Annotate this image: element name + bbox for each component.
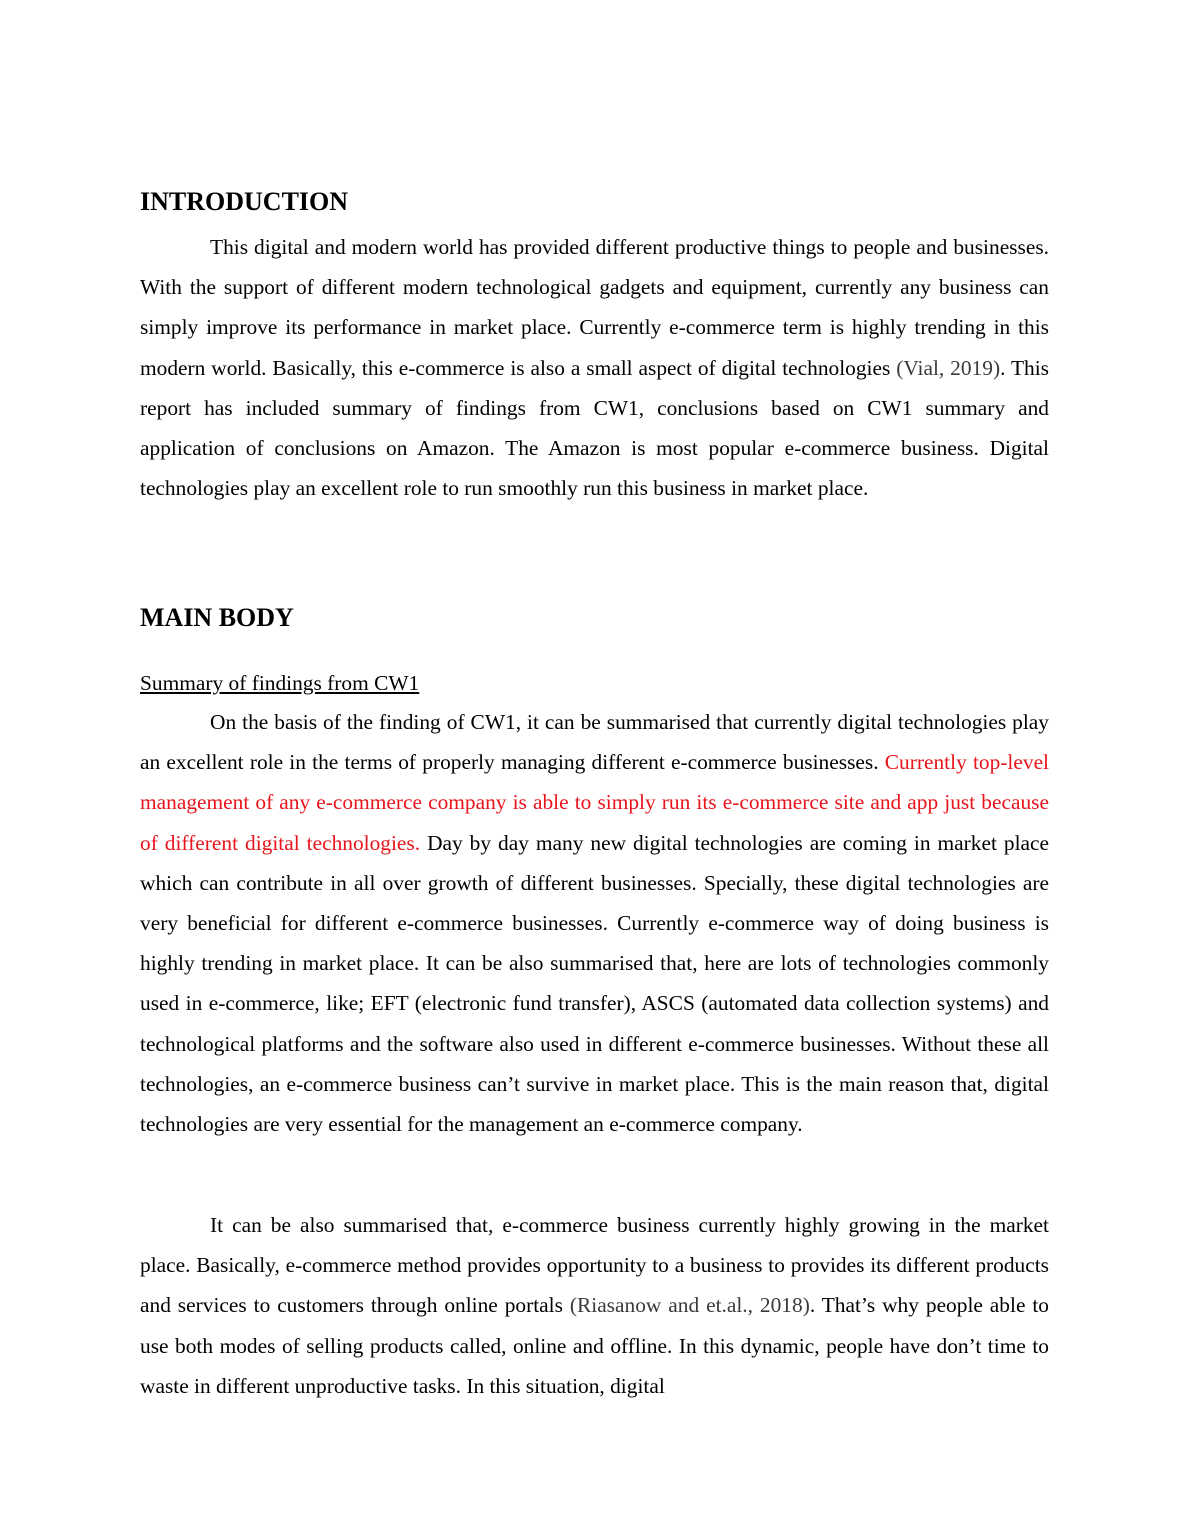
intro-text-start: This digital and modern world has provided different productive things to people and businesses. With the support of different modern technological gadgets and equipment, currently any business can simply improve its performance in market place. Currently e-commerce term is highly trending in this modern world. Basically, this e-commerce is also a small aspect of digital technologies (140, 235, 1049, 380)
summary2-text-start: It can be also summarised that, e-commerce business currently highly growing in the market place. Basically, e-commerce method provides opportunity to a business to provides its different products and services to customers through online portals (140, 1213, 1049, 1318)
summary-text-end: Day by day many new digital technologies are coming in market place which can contribute in all over growth of different businesses. Specially, these digital technologies are very beneficial for different e-commerce businesses. Currently e-commerce way of doing business is highly trending in market place. It can be also summarised that, here are lots of technologies commonly used in e-commerce, like; EFT (electronic fund transfer), ASCS (automated data collection systems) and technological platforms and the software also used in different e-commerce businesses. Without these all technologies, an e-commerce business can’t survive in market place. This is the main reason that, digital technologies are very essential for the management an e-commerce company. (140, 830, 1049, 1137)
summary-paragraph-1 (140, 702, 1049, 1144)
summary2-text-end: . That’s why people able to use both modes of selling products called, online and offline. In this dynamic, people have don’t time to waste in different unproductive tasks. In this situation, digital (140, 1293, 1049, 1398)
introduction-paragraph (140, 227, 1049, 508)
intro-text-end: . This report has included summary of findings from CW1, conclusions based on CW1 summary and application of conclusions on Amazon. The Amazon is most popular e-commerce business. Digital technologies play an excellent role to run smoothly run this business in market place. (140, 355, 1049, 501)
summary-text-start: On the basis of the finding of CW1, it can be summarised that currently digital technologies play an excellent role in the terms of properly managing different e-commerce businesses. (140, 710, 1049, 775)
citation-vial-2019: (Vial, 2019) (896, 355, 1001, 380)
citation-riasanow-2018: (Riasanow and et.al., 2018) (569, 1293, 810, 1318)
summary-paragraph-2 (140, 1205, 1049, 1406)
main-body-heading: MAIN BODY (140, 603, 294, 632)
summary-subheading: Summary of findings from CW1 (140, 671, 420, 695)
highlighted-sentence: Currently top-level management of any e-commerce company is able to simply run its e-commerce site and app just because of different digital technologies. (140, 750, 1050, 855)
introduction-heading: INTRODUCTION (140, 187, 349, 216)
